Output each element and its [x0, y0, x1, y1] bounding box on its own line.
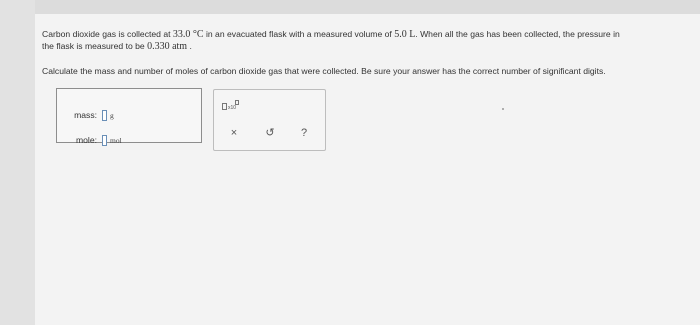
volume-value: 5.0 L — [394, 29, 416, 40]
help-button[interactable]: ? — [300, 127, 308, 139]
x10-label: x10 — [228, 105, 237, 111]
question-text: . — [187, 41, 192, 51]
top-band — [35, 0, 700, 14]
mass-input[interactable] — [102, 110, 107, 121]
mole-row — [57, 133, 122, 147]
question-text: the flask is measured to be — [42, 41, 148, 51]
mole-unit: mol — [110, 135, 122, 145]
question-text: Carbon dioxide gas is collected at — [42, 29, 173, 39]
left-margin — [0, 0, 35, 325]
decorative-dot — [502, 108, 504, 110]
question-line-1 — [42, 29, 620, 40]
answer-box — [56, 88, 202, 143]
question-panel — [35, 14, 700, 325]
exponent-box-icon — [235, 100, 239, 105]
mole-label: mole: — [75, 135, 97, 145]
temperature-value: 33.0 °C — [172, 29, 204, 40]
clear-button[interactable]: × — [230, 127, 238, 139]
mass-unit: g — [110, 110, 114, 120]
pressure-value: 0.330 atm — [147, 41, 188, 52]
mass-row — [57, 108, 114, 122]
mass-label: mass: — [74, 110, 97, 120]
mole-input[interactable] — [102, 135, 107, 146]
math-tool-panel — [213, 89, 326, 151]
question-text: in an evacuated flask with a measured volume of — [203, 29, 395, 39]
question-instruction: Calculate the mass and number of moles of carbon dioxide gas that were collected. Be sure your answer has the correct number of significant digits. — [42, 66, 606, 76]
question-line-2 — [42, 41, 192, 52]
placeholder-box-icon — [222, 103, 227, 110]
scientific-notation-button[interactable] — [222, 100, 244, 112]
undo-button[interactable]: ↺ — [265, 127, 275, 139]
question-text: . When all the gas has been collected, the pressure in — [415, 29, 620, 39]
